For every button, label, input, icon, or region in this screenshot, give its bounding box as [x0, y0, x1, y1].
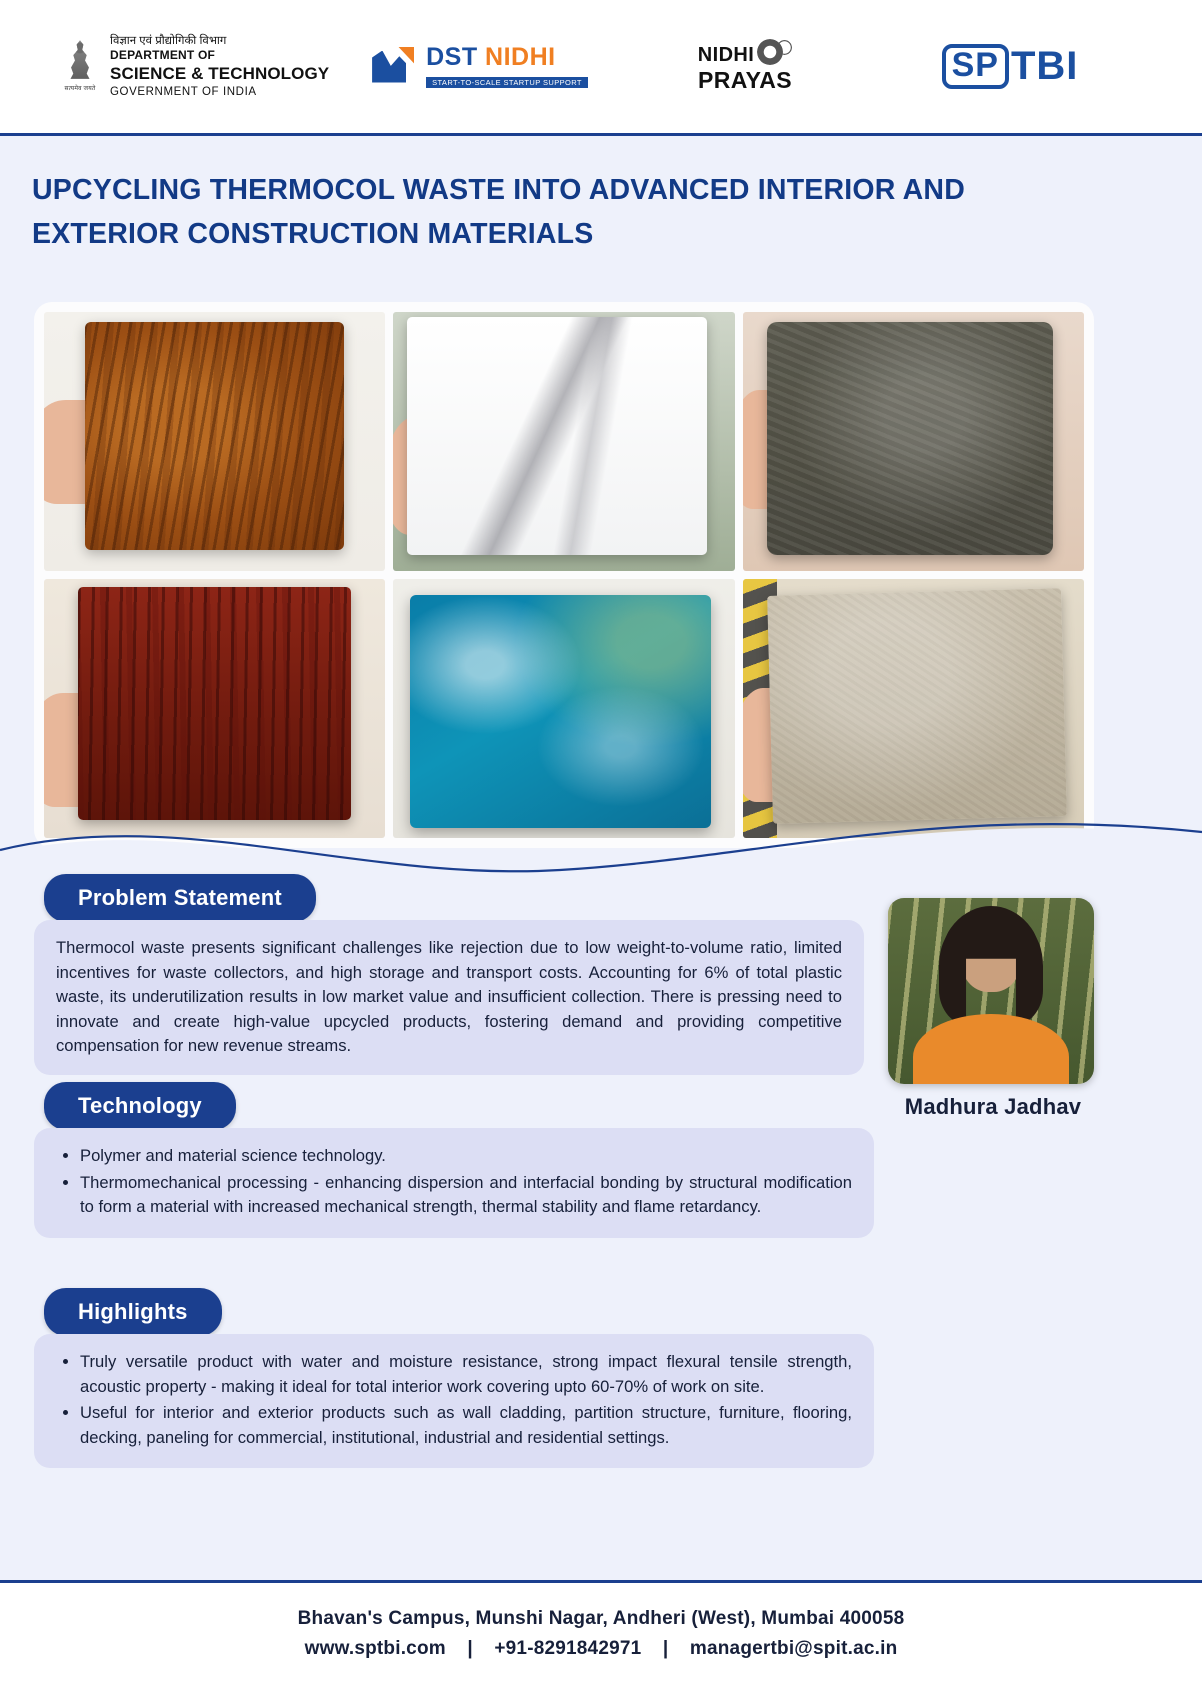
redwood-board	[78, 587, 351, 820]
ashoka-emblem-icon	[60, 30, 100, 104]
product-sample-gallery	[34, 302, 1094, 848]
footer-separator-2: |	[662, 1637, 669, 1659]
footer-phone[interactable]: +91-8291842971	[494, 1637, 642, 1659]
header-bar	[0, 0, 1202, 136]
list-item: • Useful for interior and exterior products such as wall cladding, partition structure, furniture, flooring, decking, paneling for commercial, institutional, industrial and residential settings.	[80, 1401, 852, 1450]
dst-line3: GOVERNMENT OF INDIA	[110, 85, 257, 98]
dst-nidhi-word2: NIDHI	[485, 43, 556, 71]
list-item: • Truly versatile product with water and moisture resistance, strong impact flexural tensile strength, acoustic property - making it ideal for total interior work covering upto 60-70% of work on site.	[80, 1350, 852, 1399]
concrete-board	[767, 588, 1066, 824]
dst-line2: SCIENCE & TECHNOLOGY	[110, 64, 330, 84]
prayas-line1: NIDHI	[697, 44, 755, 66]
footer-separator-1: |	[467, 1637, 473, 1659]
sptbi-word: TBI	[1010, 44, 1079, 88]
dst-nidhi-text	[426, 43, 588, 90]
page-title: UPCYCLING THERMOCOL WASTE INTO ADVANCED INTERIOR AND EXTERIOR CONSTRUCTION MATERIALS	[32, 174, 965, 251]
marble-board	[407, 317, 707, 555]
sample-teak-wood-panel	[44, 312, 385, 571]
sptbi-logo	[860, 0, 1160, 133]
lion-capital-icon	[66, 40, 94, 84]
section-heading-technology: Technology	[44, 1082, 236, 1130]
nidhi-prayas-logo	[630, 0, 860, 133]
avatar	[888, 898, 1094, 1084]
footer-bar	[0, 1580, 1202, 1684]
list-item: • Thermomechanical processing - enhancing dispersion and interfacial bonding by structural modification to form a material with increased mechanical strength, thermal stability and flame retardancy.	[80, 1171, 852, 1220]
dst-hindi-line: विज्ञान एवं प्रौद्योगिकी विभाग	[110, 35, 227, 47]
footer-contact-row	[305, 1638, 898, 1660]
sptbi-mark: SP	[942, 44, 1009, 90]
stone-board	[767, 322, 1054, 555]
footer-website-link[interactable]: www.sptbi.com	[304, 1637, 446, 1659]
gear-small-icon	[777, 40, 792, 55]
list-item: • Polymer and material science technology.	[80, 1144, 852, 1169]
nidhi-prayas-text	[698, 39, 792, 94]
dst-nidhi-tagline: START-TO-SCALE STARTUP SUPPORT	[426, 77, 588, 88]
prayas-line2: PRAYAS	[697, 67, 792, 93]
dst-logo-text	[110, 34, 329, 99]
nidhi-chevron-icon	[372, 47, 416, 87]
section-body-problem: Thermocol waste presents significant challenges like rejection due to low weight-to-volume ratio, limited incentives for waste collectors, and high storage and transport costs. Accounting for 6% of total plastic waste, its underutilization results in low market value and insufficient collection. There is pressing need to innovate and create high-value upcycled products, fostering demand and providing competitive compensation for new revenue streams.	[34, 920, 864, 1075]
section-body-technology	[34, 1128, 874, 1238]
footer-email-link[interactable]: managertbi@spit.ac.in	[689, 1637, 898, 1659]
highlights-bullet-list	[56, 1350, 852, 1450]
footer-address: Bhavan's Campus, Munshi Nagar, Andheri (West), Mumbai 400058	[297, 1607, 905, 1629]
teak-board	[85, 322, 344, 550]
section-body-highlights	[34, 1334, 874, 1468]
technology-bullet-list	[56, 1144, 852, 1220]
emblem-motto: सत्यमेव जयते	[64, 86, 96, 93]
dst-nidhi-logo	[330, 0, 630, 133]
dst-logo	[0, 0, 330, 133]
person-name: Madhura Jadhav	[904, 1094, 1082, 1119]
dst-line1: DEPARTMENT OF	[110, 48, 216, 63]
dst-nidhi-word1: DST	[426, 43, 478, 71]
sample-dark-stone-panel	[743, 312, 1084, 571]
sample-white-marble-panel	[393, 312, 734, 571]
section-heading-highlights: Highlights	[44, 1288, 222, 1336]
section-heading-problem: Problem Statement	[44, 874, 316, 922]
